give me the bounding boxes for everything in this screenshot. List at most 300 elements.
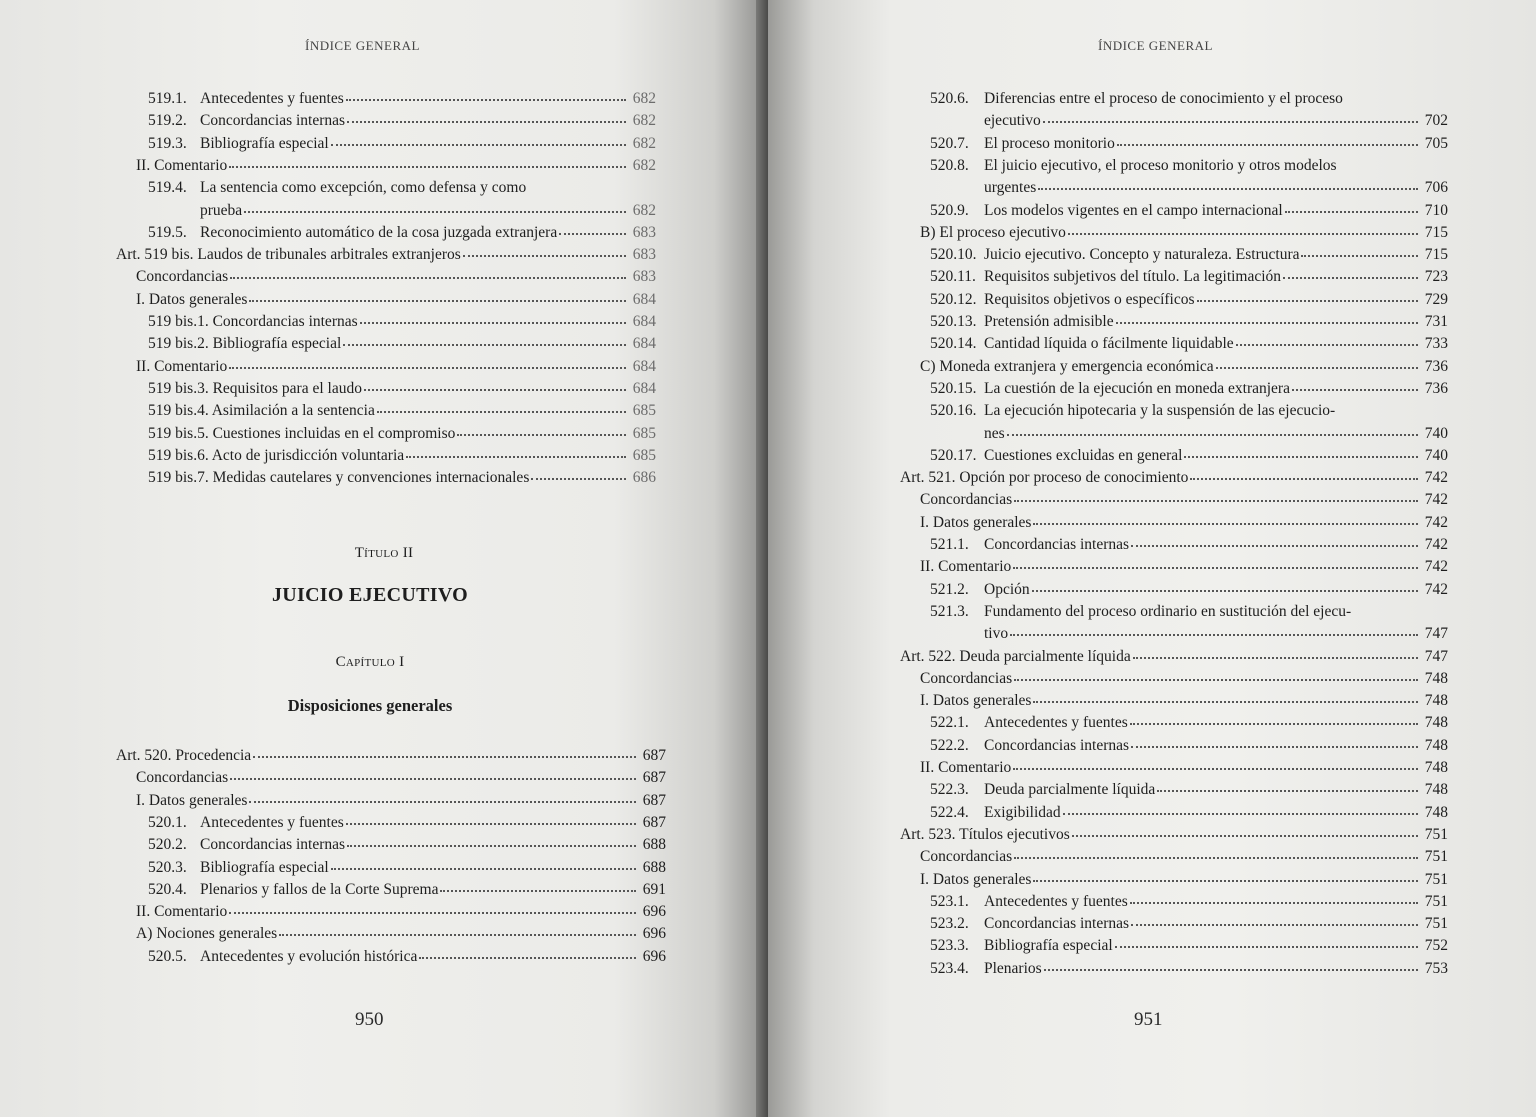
toc-entry-page: 706 [1424, 179, 1448, 197]
toc-entry-page: 748 [1424, 759, 1448, 776]
toc-entry-number: 522.4. [930, 803, 969, 821]
toc-entry [136, 901, 666, 923]
toc-entry [984, 177, 1448, 199]
toc-entry-text: 519 bis.2. Bibliografía especial [148, 335, 342, 353]
running-head-right: ÍNDICE GENERAL [1098, 38, 1213, 53]
toc-entry-page: 748 [1424, 736, 1448, 754]
dot-leader [1157, 778, 1418, 792]
toc-entry-page: 748 [1424, 714, 1448, 732]
toc-entry-number: 519.2. [148, 112, 187, 130]
toc-entry-page: 682 [632, 90, 656, 107]
toc-entry-page: 696 [642, 925, 666, 943]
capitulo-label-block [0, 654, 740, 671]
toc-entry-text: II. Comentario [136, 903, 228, 921]
toc-entry [136, 289, 656, 311]
toc-entry-number: 520.4. [148, 880, 187, 898]
toc-entry-page: 736 [1424, 379, 1448, 397]
toc-entry [930, 266, 1448, 288]
toc-entry-text: 519 bis.1. Concordancias internas [148, 313, 358, 330]
dot-leader [1184, 444, 1418, 458]
dot-leader [406, 444, 626, 458]
toc-entry-number: 520.5. [148, 947, 187, 965]
toc-entry-page: 684 [632, 313, 656, 330]
toc-entry [930, 289, 1448, 311]
dot-leader [279, 922, 636, 936]
toc-entry-text: tivo [984, 625, 1009, 643]
toc-entry [930, 735, 1448, 757]
toc-entry [930, 913, 1448, 935]
toc-entry [136, 790, 666, 812]
dot-leader [1068, 221, 1418, 235]
toc-entry-page: 685 [632, 424, 656, 442]
dot-leader [1131, 533, 1418, 547]
toc-entry [920, 846, 1448, 868]
toc-entry [930, 244, 1448, 266]
dot-leader [1013, 555, 1418, 569]
toc-entry [148, 110, 656, 132]
toc-entry-text: ejecutivo [984, 112, 1041, 130]
toc-entry-text: I. Datos generales [920, 870, 1032, 888]
dot-leader [360, 310, 626, 324]
toc-entry-page: 753 [1424, 959, 1448, 977]
toc-entry-page: 747 [1424, 625, 1448, 643]
toc-entry-number: 520.13. [930, 313, 977, 330]
toc-entry-number: 521.3. [930, 602, 969, 620]
toc-entry-page: 683 [632, 246, 656, 264]
toc-entry-page: 740 [1424, 446, 1448, 464]
toc-entry [930, 891, 1448, 913]
toc-entry-page: 686 [632, 469, 656, 487]
dot-leader [1130, 890, 1418, 904]
toc-entry [148, 378, 656, 400]
dot-leader [377, 399, 626, 413]
toc-entry-page: 733 [1424, 335, 1448, 353]
toc-entry [136, 767, 666, 789]
toc-entry-number: 519.3. [148, 134, 187, 152]
toc-entry-text: El proceso monitorio [984, 134, 1115, 152]
toc-entry-text: Juicio ejecutivo. Concepto y naturaleza. Estructura [984, 246, 1300, 264]
capitulo-label: Capítulo I [335, 654, 405, 670]
toc-entry [148, 333, 656, 355]
toc-entry-number: 519.4. [148, 179, 187, 197]
toc-entry-page: 742 [1424, 580, 1448, 598]
toc-entry-text: Concordancias [136, 769, 229, 787]
dot-leader [1216, 355, 1418, 369]
toc-entry-text: 519 bis.5. Cuestiones incluidas en el compromiso [148, 424, 456, 442]
toc-entry-text: Concordancias [920, 669, 1013, 687]
dot-leader [253, 744, 636, 758]
toc-entry-text: Plenarios [984, 959, 1042, 977]
toc-entry-text: urgentes [984, 179, 1037, 197]
toc-entry-page: 742 [1424, 558, 1448, 576]
dot-leader [1014, 488, 1418, 502]
dot-leader [1236, 332, 1418, 346]
toc-entry-text: Concordancias internas [984, 736, 1130, 754]
dot-leader [1010, 622, 1418, 636]
toc-entry [148, 445, 656, 467]
dot-leader [1283, 265, 1418, 279]
toc-entry [920, 556, 1448, 578]
dot-leader [559, 221, 626, 235]
toc-entry [920, 757, 1448, 779]
toc-entry [116, 745, 666, 767]
dot-leader [1032, 578, 1418, 592]
toc-entry-page: 685 [632, 446, 656, 464]
toc-entry-number: 520.16. [930, 402, 977, 420]
toc-entry-text: Cantidad líquida o fácilmente liquidable [984, 335, 1234, 353]
toc-entry-page: 688 [642, 836, 666, 854]
toc-entry-page: 682 [632, 201, 656, 219]
toc-entry-text: B) El proceso ejecutivo [920, 223, 1066, 241]
toc-entry-text: I. Datos generales [920, 513, 1032, 531]
titulo-name: JUICIO EJECUTIVO [271, 584, 469, 606]
toc-entry [930, 311, 1448, 333]
toc-entry-text: II. Comentario [920, 759, 1012, 776]
toc-entry-page: 684 [632, 357, 656, 375]
toc-entry-text: Antecedentes y fuentes [200, 813, 344, 831]
toc-entry [148, 879, 666, 901]
page-number-right: 951 [1134, 1009, 1163, 1030]
dot-leader [244, 199, 626, 213]
dot-leader [1197, 288, 1418, 302]
toc-entry-text: Deuda parcialmente líquida [984, 781, 1156, 799]
toc-entry-text: Art. 521. Opción por proceso de conocimiento [900, 469, 1189, 487]
toc-entry-page: 747 [1424, 647, 1448, 665]
toc-entry-page: 696 [642, 947, 666, 965]
toc-entry-text: Bibliografía especial [200, 858, 329, 876]
toc-entry [116, 244, 656, 266]
toc-entry-text: I. Datos generales [136, 791, 248, 809]
toc-entry-page: 684 [632, 379, 656, 397]
dot-leader [346, 811, 636, 825]
toc-entry-page: 752 [1424, 937, 1448, 955]
toc-entry [148, 857, 666, 879]
toc-entry-page: 748 [1424, 781, 1448, 799]
toc-entry-page: 723 [1424, 268, 1448, 286]
toc-entry-page: 742 [1424, 513, 1448, 531]
toc-entry [920, 222, 1448, 244]
dot-leader [1007, 422, 1418, 436]
toc-entry-text: Fundamento del proceso ordinario en sustitución del ejecu- [984, 602, 1352, 620]
toc-entry [930, 378, 1448, 400]
toc-entry-number: 522.2. [930, 736, 969, 754]
toc-entry-number: 520.15. [930, 379, 977, 397]
toc-entry-number: 520.3. [148, 858, 187, 876]
toc-entry-number: 520.8. [930, 156, 969, 174]
toc-entry-text: A) Nociones generales [136, 925, 278, 943]
toc-entry-text: Art. 520. Procedencia [116, 747, 252, 764]
toc-entry-text: Requisitos objetivos o específicos [984, 290, 1195, 308]
toc-entry-page: 684 [632, 290, 656, 308]
toc-entry-page: 682 [632, 134, 656, 152]
dot-leader [1133, 645, 1418, 659]
toc-entry-text: Art. 522. Deuda parcialmente líquida [900, 647, 1131, 665]
dot-leader [229, 154, 626, 168]
toc-entry-page: 702 [1424, 112, 1448, 130]
dot-leader [1117, 132, 1418, 146]
toc-entry-page: 685 [632, 402, 656, 420]
toc-entry [930, 534, 1448, 556]
toc-entry-text: Art. 523. Títulos ejecutivos [900, 825, 1070, 843]
toc-entry [930, 400, 1448, 422]
toc-entry [920, 869, 1448, 891]
toc-entry-text: Antecedentes y evolución histórica [200, 947, 418, 965]
toc-entry-text: Concordancias [920, 848, 1013, 866]
toc-entry-number: 520.12. [930, 290, 977, 308]
toc-entry-text: Antecedentes y fuentes [200, 90, 344, 107]
capitulo-name: Disposiciones generales [287, 696, 453, 715]
dot-leader [331, 132, 626, 146]
toc-entry-page: 683 [632, 223, 656, 241]
toc-entry [930, 200, 1448, 222]
toc-entry-page: 687 [642, 747, 666, 764]
dot-leader [1014, 845, 1418, 859]
dot-leader [1072, 823, 1418, 837]
toc-entry [930, 958, 1448, 980]
toc-entry-text: El juicio ejecutivo, el proceso monitorio y otros modelos [984, 156, 1337, 174]
toc-entry-page: 687 [642, 769, 666, 787]
toc-entry [148, 311, 656, 333]
dot-leader [229, 355, 626, 369]
toc-entry [920, 512, 1448, 534]
toc-entry-page: 751 [1424, 892, 1448, 910]
dot-leader [1043, 109, 1418, 123]
dot-leader [1115, 934, 1418, 948]
toc-entry-page: 751 [1424, 848, 1448, 866]
toc-entry-page: 715 [1424, 246, 1448, 264]
dot-leader [249, 288, 626, 302]
toc-entry-text: Diferencias entre el proceso de conocimiento y el proceso [984, 90, 1343, 107]
dot-leader [1033, 511, 1418, 525]
toc-entry [920, 489, 1448, 511]
toc-entry-text: nes [984, 424, 1005, 442]
toc-entry-text: I. Datos generales [920, 692, 1032, 710]
toc-entry-text: Bibliografía especial [200, 134, 329, 152]
toc-entry [930, 445, 1448, 467]
toc-entry-text: Concordancias [920, 491, 1013, 509]
dot-leader [347, 109, 626, 123]
dot-leader [347, 833, 636, 847]
toc-entry-text: II. Comentario [136, 156, 228, 174]
toc-entry-text: C) Moneda extranjera y emergencia económica [920, 357, 1214, 375]
toc-entry-text: La ejecución hipotecaria y la suspensión de las ejecucio- [984, 402, 1336, 420]
toc-entry-text: Opción [984, 580, 1030, 598]
titulo-label-block [0, 545, 768, 562]
toc-entry-text: Pretensión admisible [984, 313, 1114, 330]
toc-entry-text: Concordancias internas [200, 836, 346, 854]
toc-entry [930, 802, 1448, 824]
toc-entry-text: Plenarios y fallos de la Corte Suprema [200, 880, 439, 898]
toc-entry [930, 133, 1448, 155]
dot-leader [1292, 377, 1418, 391]
toc-entry-text: I. Datos generales [136, 290, 248, 308]
dot-leader [1301, 243, 1418, 257]
toc-entry [148, 812, 666, 834]
dot-leader [440, 878, 636, 892]
toc-entry-text: 519 bis.4. Asimilación a la sentencia [148, 402, 375, 420]
titulo-name-block [0, 584, 740, 607]
dot-leader [1130, 711, 1418, 725]
toc-entry-number: 522.3. [930, 781, 969, 799]
toc-entry-number: 520.1. [148, 813, 187, 831]
toc-entry-text: La cuestión de la ejecución en moneda extranjera [984, 379, 1290, 397]
toc-entry [930, 779, 1448, 801]
toc-entry-page: 705 [1424, 134, 1448, 152]
toc-entry [930, 579, 1448, 601]
toc-entry [984, 423, 1448, 445]
toc-entry-page: 740 [1424, 424, 1448, 442]
toc-entry-text: Concordancias internas [200, 112, 346, 130]
toc-entry-number: 519.1. [148, 90, 187, 107]
toc-entry-page: 729 [1424, 290, 1448, 308]
capitulo-name-block [0, 696, 740, 716]
toc-entry [148, 467, 656, 489]
toc-entry [200, 200, 656, 222]
toc-entry [930, 712, 1448, 734]
toc-entry-text: Antecedentes y fuentes [984, 892, 1128, 910]
toc-entry-number: 523.4. [930, 959, 969, 977]
toc-entry-page: 731 [1424, 313, 1448, 330]
toc-entry-text: 519 bis.7. Medidas cautelares y convenciones internacionales [148, 469, 530, 487]
toc-entry [920, 668, 1448, 690]
toc-entry [984, 110, 1448, 132]
toc-entry-number: 520.7. [930, 134, 969, 152]
toc-entry [930, 935, 1448, 957]
dot-leader [249, 789, 636, 803]
page-number-left: 950 [355, 1009, 384, 1030]
toc-entry-page: 696 [642, 903, 666, 921]
dot-leader [1044, 957, 1418, 971]
toc-entry-page: 710 [1424, 201, 1448, 219]
running-head-left: ÍNDICE GENERAL [305, 38, 420, 53]
toc-entry [136, 155, 656, 177]
toc-entry-page: 687 [642, 791, 666, 809]
toc-entry [920, 356, 1448, 378]
toc-entry-text: 519 bis.6. Acto de jurisdicción voluntaria [148, 446, 405, 464]
toc-entry-number: 520.2. [148, 836, 187, 854]
toc-entry-number: 519.5. [148, 223, 187, 241]
dot-leader [1116, 310, 1418, 324]
dot-leader [1131, 734, 1418, 748]
dot-leader [1014, 667, 1418, 681]
dot-leader [1190, 466, 1418, 480]
toc-entry-number: 521.1. [930, 536, 969, 553]
toc-entry-text: Antecedentes y fuentes [984, 714, 1128, 732]
dot-leader [419, 945, 636, 959]
toc-entry-number: 520.11. [930, 268, 976, 286]
toc-entry-page: 687 [642, 813, 666, 831]
dot-leader [1285, 199, 1418, 213]
dot-leader [1063, 801, 1418, 815]
dot-leader [331, 856, 636, 870]
dot-leader [531, 466, 626, 480]
toc-entry [136, 356, 656, 378]
toc-entry-text: La sentencia como excepción, como defensa y como [200, 179, 527, 197]
titulo-label: Título II [354, 545, 414, 561]
toc-entry-text: Requisitos subjetivos del título. La legitimación [984, 268, 1282, 286]
toc-entry-page: 683 [632, 268, 656, 286]
toc-entry [900, 467, 1448, 489]
toc-entry-page: 751 [1424, 825, 1448, 843]
toc-entry [148, 946, 666, 968]
toc-entry-number: 520.10. [930, 246, 977, 264]
toc-entry-text: Cuestiones excluidas en general [984, 446, 1183, 464]
toc-entry [148, 834, 666, 856]
toc-entry-page: 751 [1424, 915, 1448, 933]
dot-leader [1033, 868, 1418, 882]
toc-entry [148, 133, 656, 155]
toc-entry-text: Bibliografía especial [984, 937, 1113, 955]
toc-entry-number: 522.1. [930, 714, 969, 732]
toc-entry-number: 523.3. [930, 937, 969, 955]
dot-leader [343, 332, 626, 346]
toc-entry-number: 520.17. [930, 446, 977, 464]
toc-entry-number: 520.9. [930, 201, 969, 219]
dot-leader [1131, 912, 1418, 926]
toc-entry [930, 88, 1448, 110]
toc-entry-text: Concordancias [136, 268, 229, 286]
dot-leader [229, 900, 636, 914]
toc-entry [148, 222, 656, 244]
toc-entry-text: prueba [200, 201, 243, 219]
toc-entry-number: 523.1. [930, 892, 969, 910]
dot-leader [230, 265, 626, 279]
toc-entry-text: Art. 519 bis. Laudos de tribunales arbitrales extranjeros [116, 246, 461, 264]
toc-entry [136, 923, 666, 945]
toc-entry-number: 521.2. [930, 580, 969, 598]
dot-leader [1013, 756, 1418, 770]
toc-entry-text: II. Comentario [136, 357, 228, 375]
toc-entry-page: 682 [632, 156, 656, 174]
toc-entry-page: 742 [1424, 469, 1448, 487]
toc-entry-text: Concordancias internas [984, 915, 1130, 933]
toc-entry [148, 177, 656, 199]
toc-entry [148, 423, 656, 445]
dot-leader [230, 766, 636, 780]
toc-entry-text: Exigibilidad [984, 803, 1061, 821]
toc-entry [148, 88, 656, 110]
toc-entry [136, 266, 656, 288]
toc-entry-number: 523.2. [930, 915, 969, 933]
toc-entry [900, 824, 1448, 846]
toc-entry [148, 400, 656, 422]
toc-entry-page: 748 [1424, 669, 1448, 687]
toc-entry-page: 688 [642, 858, 666, 876]
dot-leader [463, 243, 626, 257]
dot-leader [1038, 176, 1418, 190]
toc-entry-page: 748 [1424, 803, 1448, 821]
toc-entry [930, 333, 1448, 355]
dot-leader [364, 377, 626, 391]
toc-entry-page: 742 [1424, 491, 1448, 509]
toc-entry [930, 155, 1448, 177]
toc-entry-text: II. Comentario [920, 558, 1012, 576]
right-page [768, 0, 1536, 1117]
toc-entry-page: 691 [642, 880, 666, 898]
toc-entry [930, 601, 1448, 623]
toc-entry-number: 520.6. [930, 90, 969, 107]
toc-entry-text: Los modelos vigentes en el campo internacional [984, 201, 1283, 219]
toc-entry-text: Reconocimiento automático de la cosa juzgada extranjera [200, 223, 558, 241]
toc-entry-page: 736 [1424, 357, 1448, 375]
toc-entry-page: 682 [632, 112, 656, 130]
toc-entry [900, 646, 1448, 668]
toc-entry-text: 519 bis.3. Requisitos para el laudo [148, 379, 362, 397]
toc-entry-number: 520.14. [930, 335, 977, 353]
toc-entry-page: 684 [632, 335, 656, 353]
dot-leader [457, 422, 626, 436]
toc-entry-page: 748 [1424, 692, 1448, 710]
